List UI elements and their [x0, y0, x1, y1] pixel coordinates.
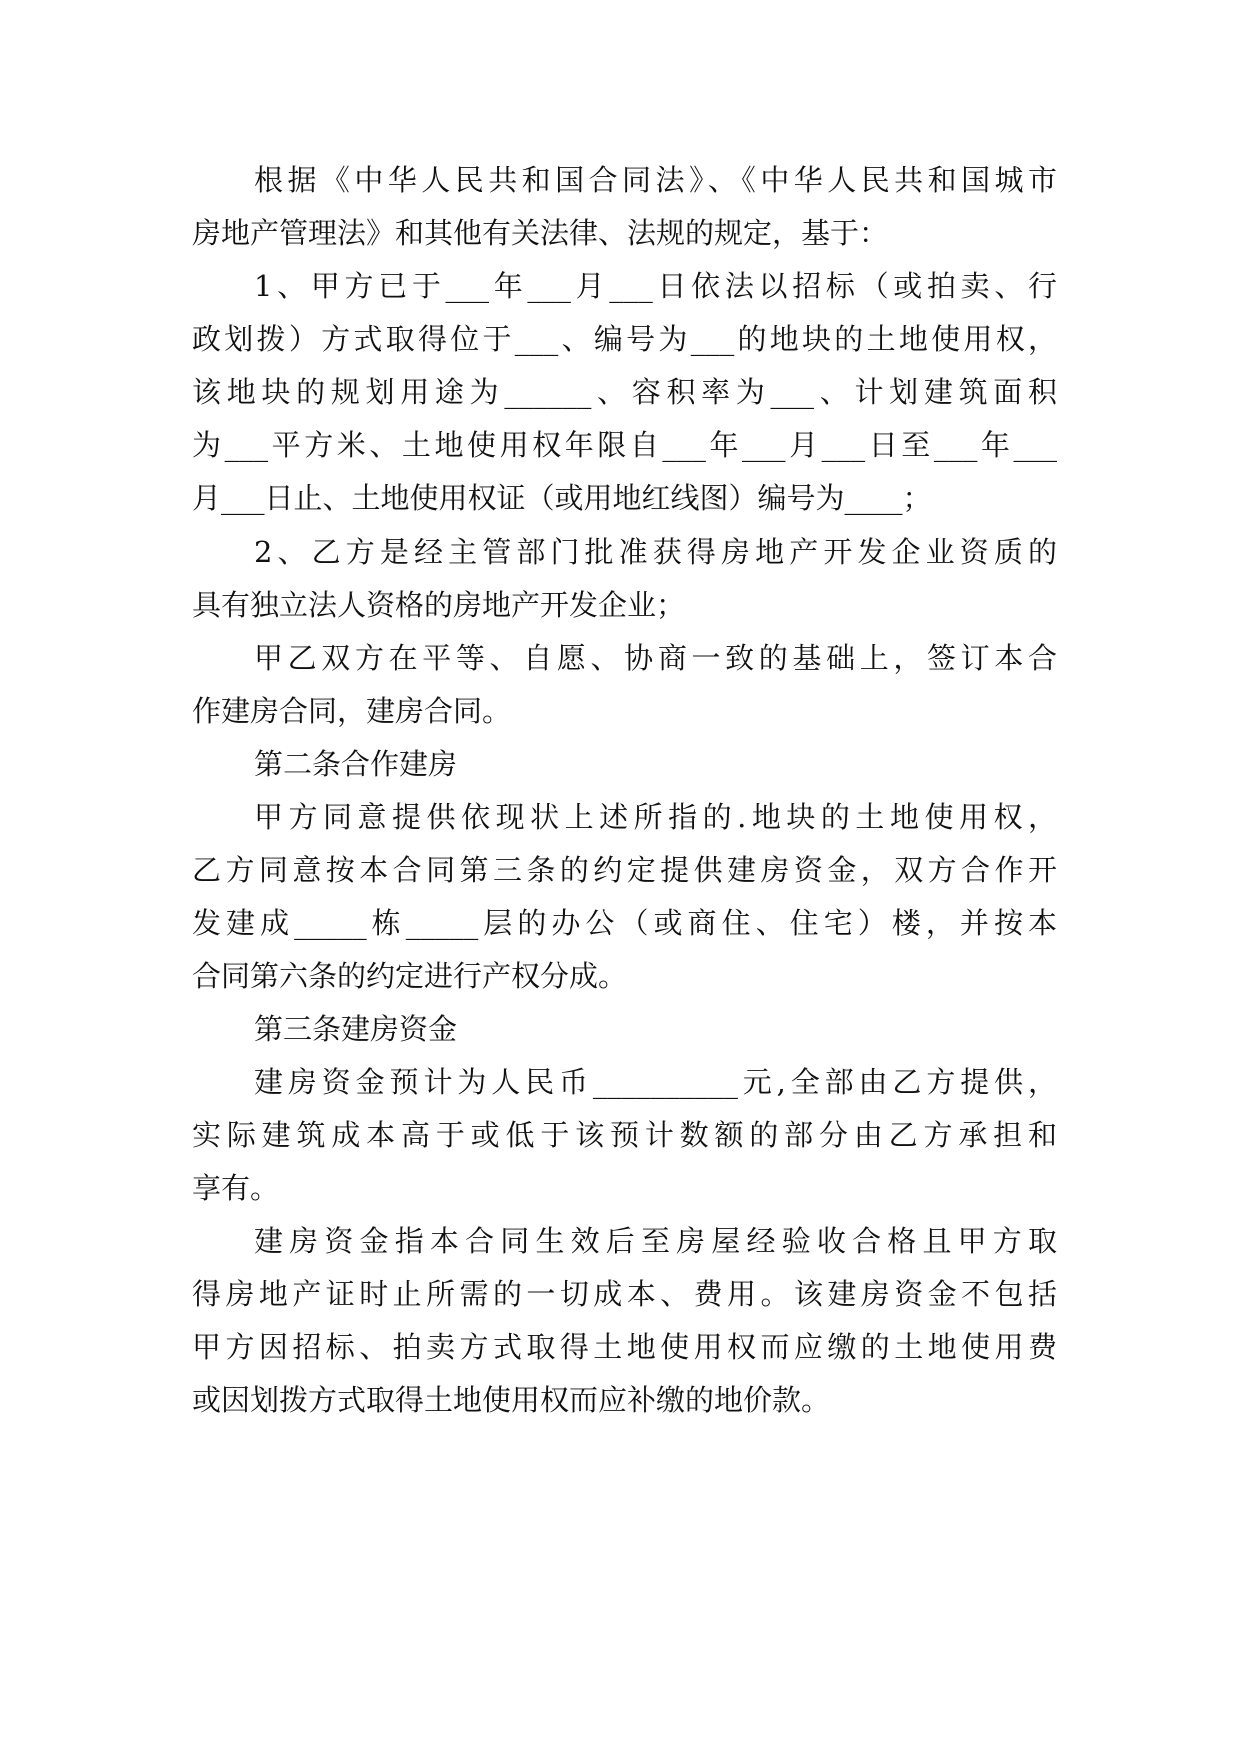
text-line: 作建房合同，建房合同。: [192, 694, 512, 728]
text-line: 合同第六条的约定进行产权分成。: [192, 959, 628, 993]
text-line: 或因划拨方式取得土地使用权而应补缴的地价款。: [192, 1383, 831, 1417]
text-line: 甲方因招标、拍卖方式取得土地使用权而应缴的土地使用费: [192, 1330, 1057, 1364]
text-line: 发建成_____栋_____层的办公（或商住、住宅）楼，并按本: [192, 906, 1057, 940]
text-line: 建房资金指本合同生效后至房屋经验收合格且甲方取: [254, 1224, 1057, 1258]
text-line: 甲乙双方在平等、自愿、协商一致的基础上，签订本合: [254, 641, 1057, 675]
text-line: 甲方同意提供依现状上述所指的.地块的土地使用权，: [254, 800, 1057, 834]
text-line: 政划拨）方式取得位于___、编号为___的地块的土地使用权，: [192, 322, 1057, 356]
text-line: 乙方同意按本合同第三条的约定提供建房资金，双方合作开: [192, 853, 1057, 887]
text-line: 月___日止、土地使用权证（或用地红线图）编号为____；: [192, 481, 932, 515]
text-line: 享有。: [192, 1171, 280, 1205]
text-line: 房地产管理法》和其他有关法律、法规的规定，基于：: [192, 216, 889, 250]
text-line: 1、甲方已于___年___月___日依法以招标（或拍卖、行: [254, 269, 1057, 303]
text-line: 实际建筑成本高于或低于该预计数额的部分由乙方承担和: [192, 1118, 1057, 1152]
text-line: 建房资金预计为人民币__________元,全部由乙方提供，: [254, 1065, 1057, 1099]
text-line: 根据《中华人民共和国合同法》、《中华人民共和国城市: [254, 163, 1057, 197]
section-heading: 第三条建房资金: [254, 1012, 458, 1046]
text-line: 该地块的规划用途为______、容积率为___、计划建筑面积: [192, 375, 1057, 409]
text-line: 2、乙方是经主管部门批准获得房地产开发企业资质的: [254, 535, 1057, 569]
section-heading: 第二条合作建房: [254, 747, 458, 781]
text-line: 具有独立法人资格的房地产开发企业；: [192, 588, 686, 622]
text-line: 得房地产证时止所需的一切成本、费用。该建房资金不包括: [192, 1277, 1057, 1311]
text-line: 为___平方米、土地使用权年限自___年___月___日至___年___: [192, 428, 1057, 462]
